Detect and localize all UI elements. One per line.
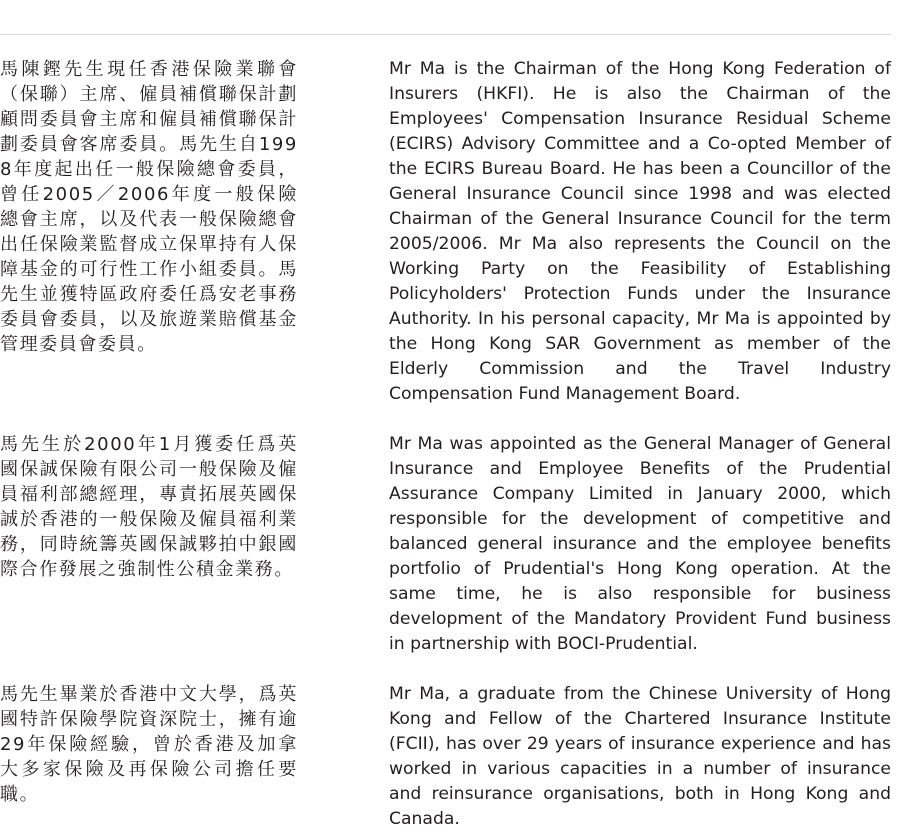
english-paragraph-appointment: Mr Ma was appointed as the General Manager of General Insurance and Employee Benefits of the Prudential Assurance Company Limited in January 2000, which responsible for the development of competitive and balanced general insurance and the employee benefits portfolio of Prudential's Hong Kong operation. At the same time, he is also responsible for business development of the Mandatory Provident Fund business in partnership with BOCI-Prudential. [389, 434, 891, 654]
top-divider [0, 34, 891, 35]
chinese-paragraph-roles: 馬陳鏗先生現任香港保險業聯會（保聯）主席、僱員補償聯保計劃顧問委員會主席和僱員補償聯保計劃委員會客席委員。馬先生自1998年度起出任一般保險總會委員，曾任2005／2006年度一般保險總會主席，以及代表一般保險總會出任保險業監督成立保單持有人保障基金的可行性工作小組委員。馬先生並獲特區政府委任爲安老事務委員會委員，以及旅遊業賠償基金管理委員會委員。 [0, 59, 298, 355]
english-paragraph-roles: Mr Ma is the Chairman of the Hong Kong Federation of Insurers (HKFI). He is also the Chairman of the Employees' Compensation Insurance Residual Scheme (ECIRS) Advisory Committee and a Co-opted Member of the ECIRS Bureau Board. He has been a Councillor of the General Insurance Council since 1998 and was elected Chairman of the General Insurance Council for the term 2005/2006. Mr Ma also represents the Council on the Working Party on the Feasibility of Establishing Policyholders' Protection Funds under the Insurance Authority. In his personal capacity, Mr Ma is appointed by the Hong Kong SAR Government as member of the Elderly Commission and the Travel Industry Compensation Fund Management Board. [389, 59, 891, 404]
chinese-paragraph-background: 馬先生畢業於香港中文大學，爲英國特許保險學院資深院士，擁有逾29年保險經驗，曾於香港及加拿大多家保險及再保險公司擔任要職。 [0, 684, 298, 805]
english-paragraph-background: Mr Ma, a graduate from the Chinese University of Hong Kong and Fellow of the Chartered Insurance Institute (FCII), has over 29 years of insurance experience and has worked in various capacities in a number of insurance and reinsurance organisations, both in Hong Kong and Canada. [389, 684, 891, 829]
chinese-paragraph-appointment: 馬先生於2000年1月獲委任爲英國保誠保險有限公司一般保險及僱員福利部總經理，專責拓展英國保誠於香港的一般保險及僱員福利業務，同時統籌英國保誠夥拍中銀國際合作發展之強制性公積金業務。 [0, 434, 298, 580]
